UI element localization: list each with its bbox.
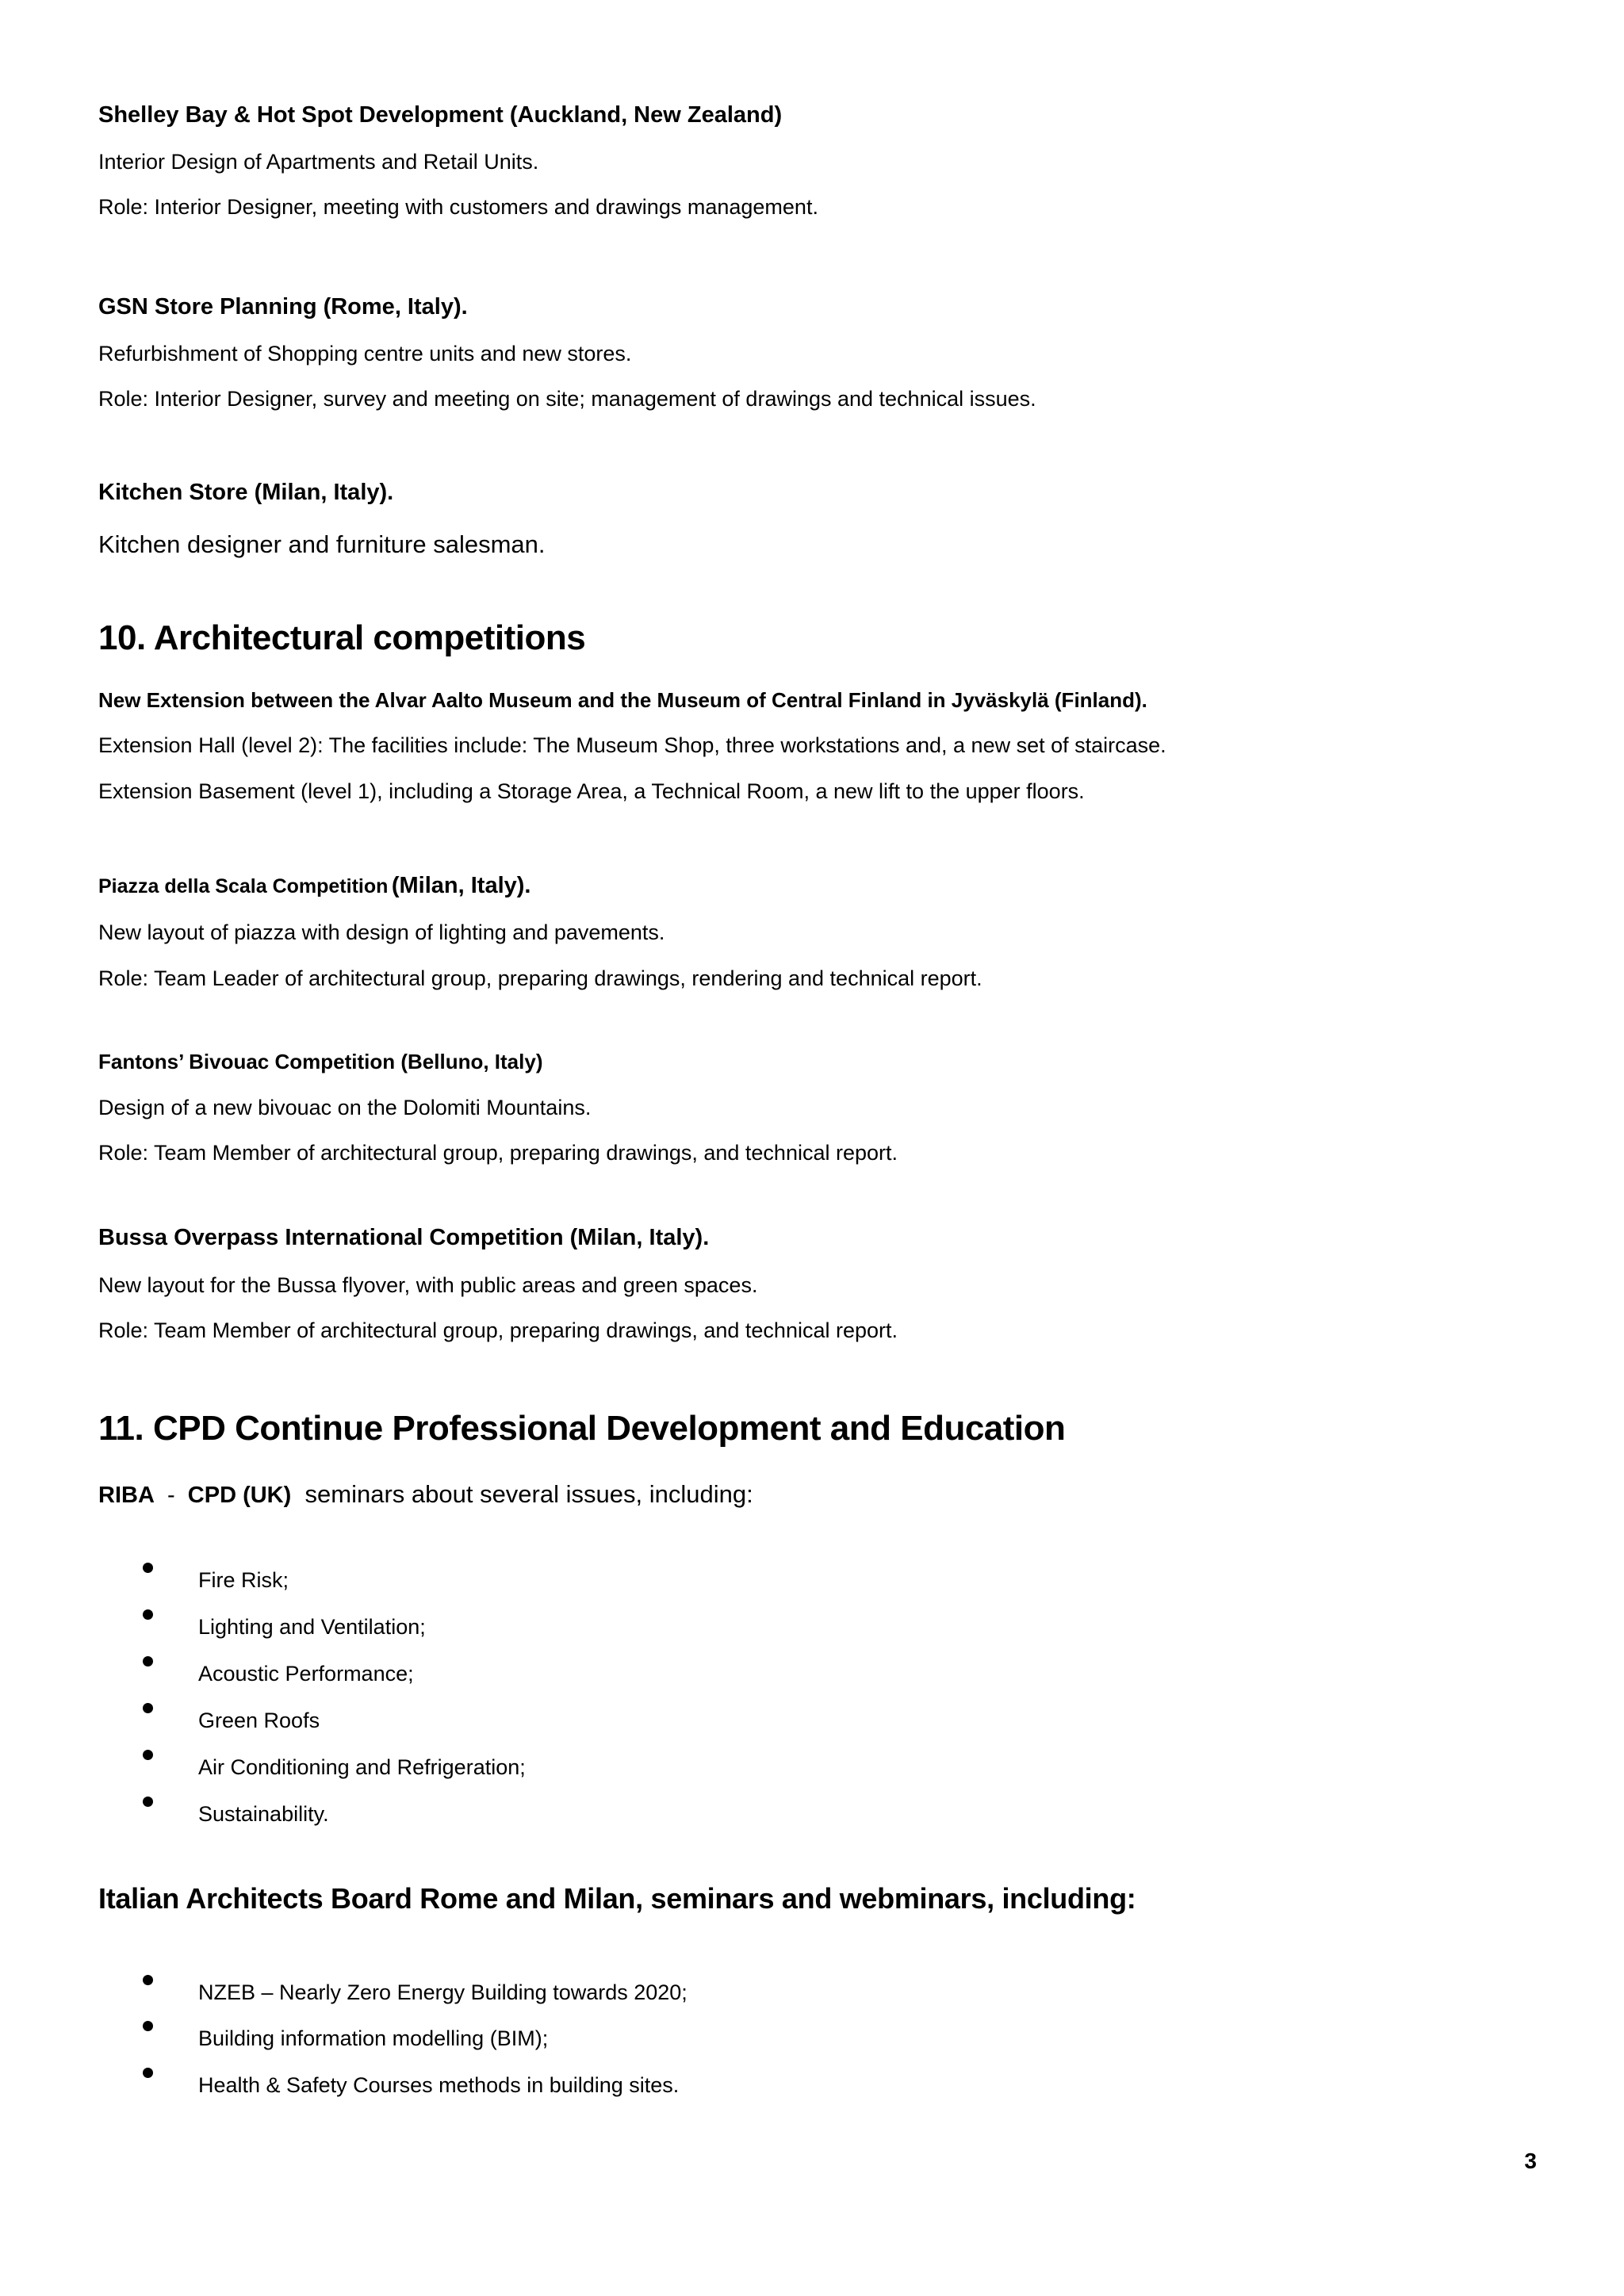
bullet-icon [143, 1609, 153, 1620]
bullet-icon [143, 1703, 153, 1713]
section-heading-cpd: 11. CPD Continue Professional Development and Education [98, 1409, 1066, 1448]
bullet-icon [143, 1656, 153, 1667]
cpd-label: CPD (UK) [187, 1483, 292, 1508]
competition-line: Role: Team Member of architectural group, preparing drawings, and technical report. [98, 1141, 898, 1165]
page-number: 3 [1524, 2149, 1537, 2173]
competition-title-piazza-della-scala [98, 872, 530, 900]
competition-line: Extension Hall (level 2): The facilities include: The Museum Shop, three workstations and, a new set of staircase. [98, 733, 1166, 757]
bullet-icon [143, 2021, 153, 2031]
project-title-gsn-store: GSN Store Planning (Rome, Italy). [98, 294, 468, 320]
competition-title-fantons-bivouac: Fantons’ Bivouac Competition (Belluno, Italy) [98, 1050, 543, 1073]
project-title-shelley-bay: Shelley Bay & Hot Spot Development (Auckland, New Zealand) [98, 102, 783, 128]
riba-label: RIBA [98, 1483, 155, 1508]
riba-separator: - [154, 1483, 188, 1508]
document-page: Shelley Bay & Hot Spot Development (Auckland, New Zealand) Interior Design of Apartments and Retail Units. Role: Interior Designer, meeting with customers and drawings management. GSN Store Planning (Rome, Italy). Refurbishment of Shopping centre units and new stores. Role: Interior Designer, survey and meeting on site; management of drawings and technical issues. Kitchen Store (Milan, Italy). Kitchen designer and furniture salesman. 10. Architectural competitions New Extension between the Alvar Aalto Museum and the Museum of Central Finland in Jyväskylä (Finland). Extension Hall (level 2): The facilities include: The Museum Shop, three workstations and, a new set of staircase. Extension Basement (level 1), including a Storage Area, a Technical Room, a new lift to the upper floors. Piazza della Scala Competition (Milan, Italy). New layout of piazza with design of lighting and pavements. Role: Team Leader of architectural group, preparing drawings, rendering and technical report. Fantons’ Bivouac Competition (Belluno, Italy) Design of a new bivouac on the Dolomiti Mountains. Role: Team Member of architectural group, preparing drawings, and technical report. Bussa Overpass International Competition (Milan, Italy). New layout for the Bussa flyover, with public areas and green spaces. Role: Team Member of architectural group, preparing drawings, and technical report. 11. CPD Continue Professional Development and Education RIBA - CPD (UK) seminars about several issues, including: Fire Risk; Lighting and Ventilation; Acoustic Performance; Green Roofs Air Conditioning and Refrigeration; Sustainability. Italian Architects Board Rome and Milan, seminars and webminars, including: NZEB – Nearly Zero Energy Building towards 2020; Building information modelling (BIM); Health & Safety Courses methods in building sites. 3 [98, 102, 1537, 2173]
competition-line: Role: Team Member of architectural group, preparing drawings, and technical report. [98, 1318, 898, 1342]
project-line: Refurbishment of Shopping centre units and new stores. [98, 342, 632, 365]
bullet-icon [143, 2068, 153, 2078]
project-title-kitchen-store: Kitchen Store (Milan, Italy). [98, 480, 394, 505]
bullet-icon [143, 1563, 153, 1573]
bullet-icon [143, 1975, 153, 1985]
competition-title-small: Piazza della Scala Competition [98, 875, 389, 897]
riba-description: seminars about several issues, including: [291, 1480, 753, 1508]
bullet-icon [143, 1750, 153, 1760]
bullet-icon [143, 1797, 153, 1807]
competition-title-alvar-aalto: New Extension between the Alvar Aalto Museum and the Museum of Central Finland in Jyväskylä (Finland). [98, 688, 1147, 712]
competition-line: Extension Basement (level 1), including a Storage Area, a Technical Room, a new lift to the upper floors. [98, 779, 1085, 803]
competition-line: Role: Team Leader of architectural group, preparing drawings, rendering and technical report. [98, 966, 982, 990]
subsection-heading-italian-board: Italian Architects Board Rome and Milan, seminars and webminars, including: [98, 1882, 1136, 1915]
competition-title-location: (Milan, Italy). [391, 873, 531, 898]
project-line: Kitchen designer and furniture salesman. [98, 530, 546, 558]
competition-line: New layout for the Bussa flyover, with public areas and green spaces. [98, 1273, 758, 1297]
project-line: Role: Interior Designer, survey and meeting on site; management of drawings and technical issues. [98, 387, 1036, 411]
competition-line: New layout of piazza with design of lighting and pavements. [98, 920, 665, 944]
competition-line: Design of a new bivouac on the Dolomiti Mountains. [98, 1096, 592, 1119]
riba-intro [98, 1479, 753, 1510]
section-heading-competitions: 10. Architectural competitions [98, 618, 586, 657]
project-line: Role: Interior Designer, meeting with customers and drawings management. [98, 195, 818, 219]
project-line: Interior Design of Apartments and Retail Units. [98, 150, 539, 174]
competition-title-bussa-overpass: Bussa Overpass International Competition (Milan, Italy). [98, 1225, 710, 1250]
